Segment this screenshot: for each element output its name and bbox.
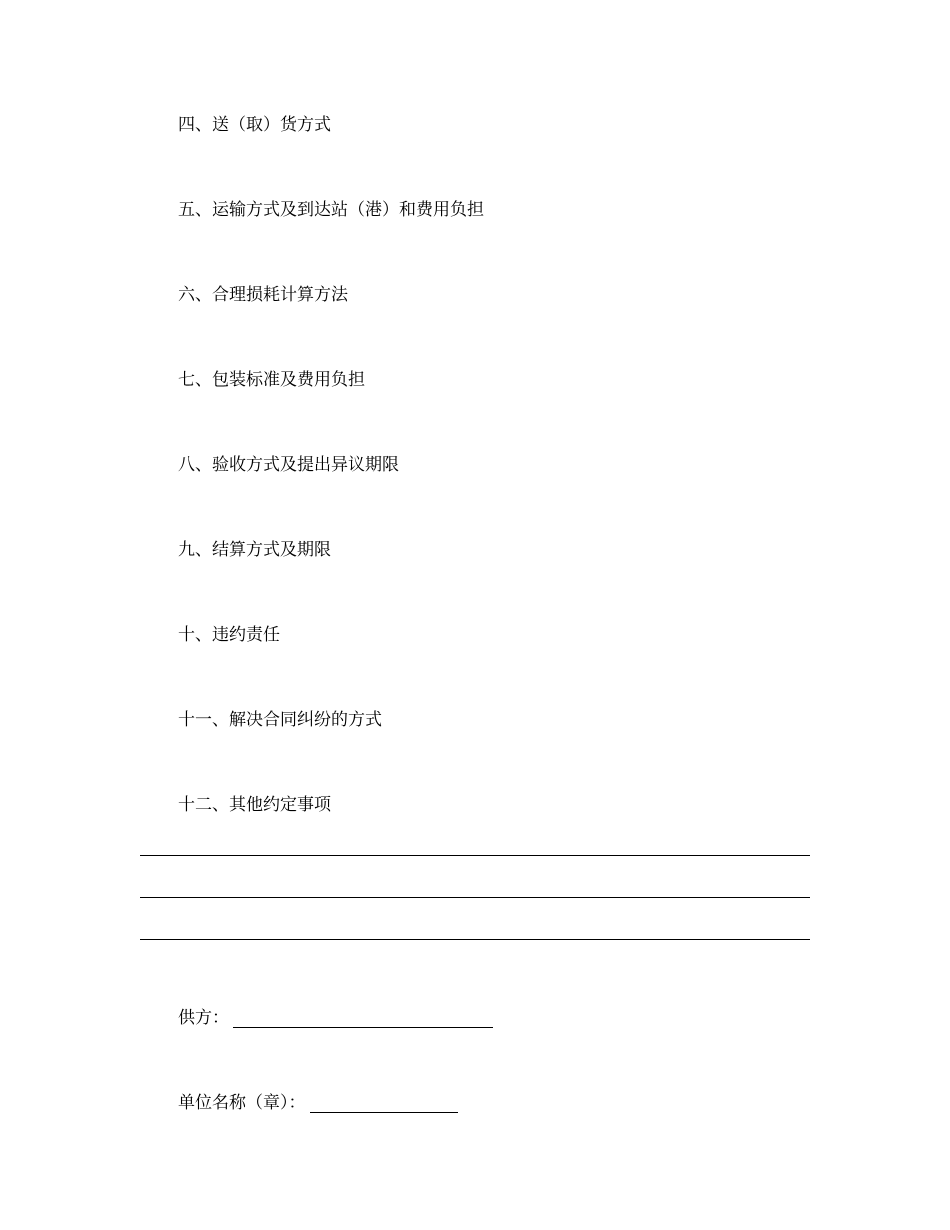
- supplier-blank: [233, 1011, 493, 1028]
- unit-name-label: 单位名称（章）：: [178, 1093, 306, 1113]
- clause-dispute-resolution: 十一、解决合同纠纷的方式: [178, 710, 382, 730]
- clause-delivery-method: 四、送（取）货方式: [178, 115, 331, 135]
- clause-liability: 十、违约责任: [178, 625, 280, 645]
- clause-transport-method: 五、运输方式及到达站（港）和费用负担: [178, 200, 484, 220]
- unit-name-blank: [310, 1096, 458, 1113]
- supplier-signature-line: [178, 1008, 493, 1028]
- supplier-label: 供方：: [178, 1008, 229, 1028]
- clause-loss-calculation: 六、合理损耗计算方法: [178, 285, 348, 305]
- clause-acceptance-method: 八、验收方式及提出异议期限: [178, 455, 399, 475]
- blank-rule-line: [140, 855, 810, 856]
- clause-settlement-method: 九、结算方式及期限: [178, 540, 331, 560]
- blank-rule-line: [140, 939, 810, 940]
- unit-name-signature-line: [178, 1093, 458, 1113]
- clause-other-matters: 十二、其他约定事项: [178, 795, 331, 815]
- blank-rule-line: [140, 897, 810, 898]
- clause-packaging-standard: 七、包装标准及费用负担: [178, 370, 365, 390]
